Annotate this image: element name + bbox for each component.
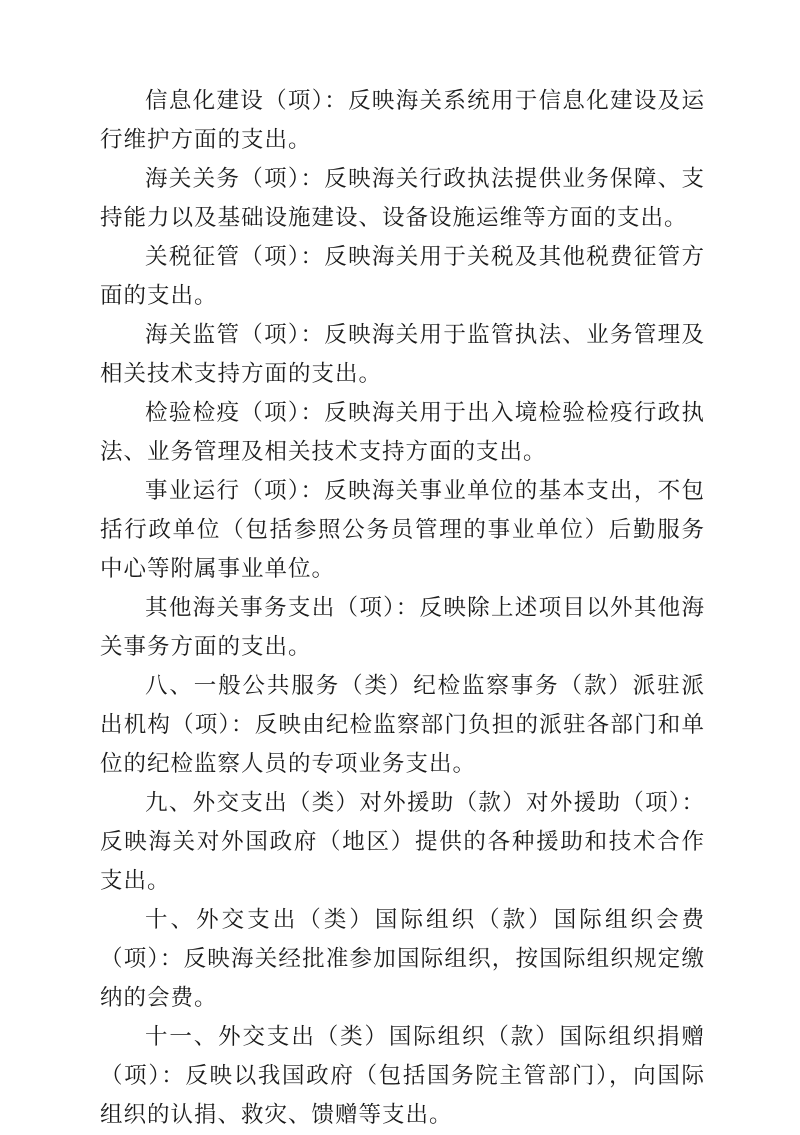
paragraph-informatization: 信息化建设（项）：反映海关系统用于信息化建设及运行维护方面的支出。 [100, 88, 705, 153]
paragraph-other-customs-expenditure: 其他海关事务支出（项）：反映除上述项目以外其他海 关事务方面的支出。 [100, 595, 705, 660]
document-body [100, 82, 705, 1135]
paragraph-section-11: 十一、外交支出（类）国际组织（款）国际组织捐赠 （项）：反映以我国政府（包括国务院主管部门），向国际组织的认捐、救灾、馈赠等支出。 [100, 1024, 705, 1128]
paragraph-institution-operation: 事业运行（项）：反映海关事业单位的基本支出，不包括行政单位（包括参照公务员管理的事业单位）后勤服务中心等附属事业单位。 [100, 478, 705, 582]
paragraph-tariff-collection: 关税征管（项）：反映海关用于关税及其他税费征管方面的支出。 [100, 244, 705, 309]
paragraph-customs-affairs: 海关关务（项）：反映海关行政执法提供业务保障、支持能力以及基础设施建设、设备设施运维等方面的支出。 [100, 166, 705, 231]
paragraph-section-8: 八、一般公共服务（类）纪检监察事务（款）派驻派出机构（项）：反映由纪检监察部门负担的派驻各部门和单位的纪检监察人员的专项业务支出。 [100, 673, 705, 777]
paragraph-inspection-quarantine: 检验检疫（项）：反映海关用于出入境检验检疫行政执法、业务管理及相关技术支持方面的支出。 [100, 400, 705, 465]
paragraph-section-10: 十、外交支出（类）国际组织（款）国际组织会费（项）：反映海关经批准参加国际组织，按国际组织规定缴纳的会费。 [100, 907, 705, 1011]
paragraph-section-9: 九、外交支出（类）对外援助（款）对外援助（项）： 反映海关对外国政府（地区）提供的各种援助和技术合作支出。 [100, 790, 705, 894]
paragraph-customs-supervision: 海关监管（项）：反映海关用于监管执法、业务管理及相关技术支持方面的支出。 [100, 322, 705, 387]
